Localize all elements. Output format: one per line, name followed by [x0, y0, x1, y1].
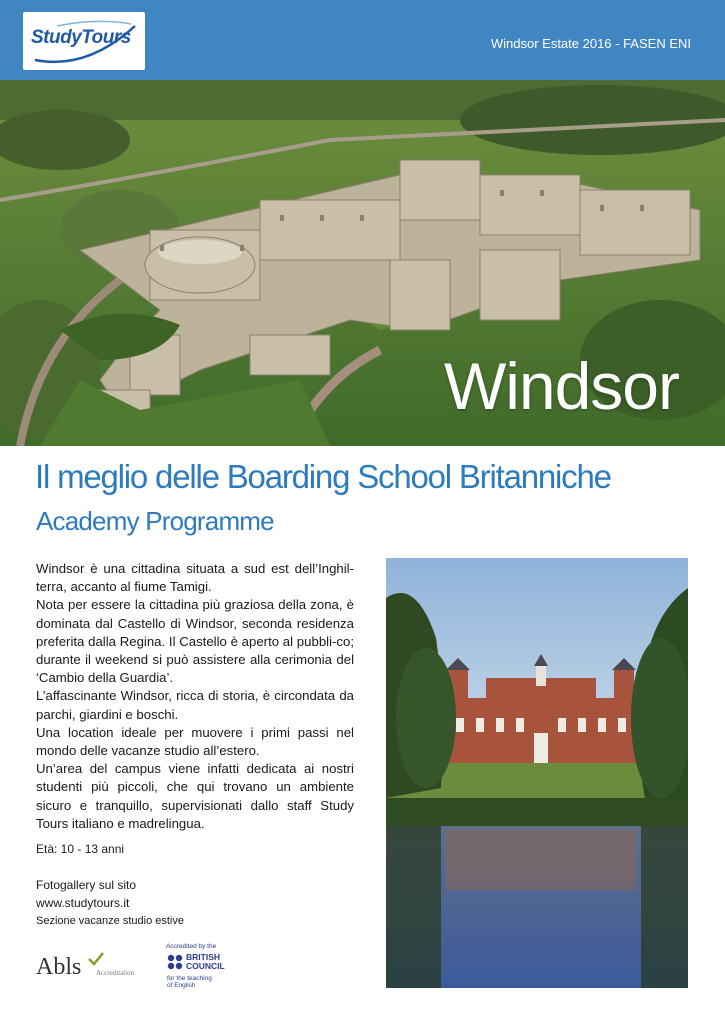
bc-name-line2: COUNCIL [186, 961, 225, 971]
body-paragraph: Un’area del campus viene infatti dedicata ai nostri studenti più piccoli, che qui trovano un ambiente sicuro e tranquillo, supervisionati dallo staff Study Tours italiano e madrelingua. [36, 761, 354, 831]
logo-text: StudyTours [31, 27, 131, 48]
body-paragraph: Windsor è una cittadina situata a sud est dell’Inghil-terra, accanto al fiume Tamigi. [36, 561, 354, 595]
bc-accredited-label: Accredited by the [166, 943, 217, 950]
gallery-section: Sezione vacanze studio estive [36, 915, 184, 927]
website-link[interactable]: www.studytours.it [36, 896, 130, 910]
studytours-logo[interactable] [23, 12, 145, 70]
main-title: Il meglio delle Boarding School Britanniche [35, 458, 611, 495]
british-council-dots-icon [167, 954, 185, 972]
bc-for-line2: of English [167, 982, 196, 989]
bc-for-line1: for the teaching [167, 975, 212, 982]
gallery-info [36, 876, 184, 930]
abls-logo [36, 952, 156, 982]
abls-accreditation-label: Accreditation [96, 969, 135, 977]
sub-title: Academy Programme [36, 506, 274, 536]
gallery-label: Fotogallery sul sito [36, 878, 137, 892]
bc-name [186, 953, 225, 971]
abls-logo-text: Abls [36, 954, 82, 980]
hero-castle-image [0, 80, 725, 446]
body-paragraph: L’affascinante Windsor, ricca di storia, è circondata da parchi, giardini e boschi. [36, 688, 354, 722]
age-range: Età: 10 - 13 anni [36, 842, 125, 856]
check-icon [88, 952, 104, 966]
body-paragraph: Nota per essere la cittadina più graziosa della zona, è dominata dal Castello di Windsor, seconda residenza preferita dalla Regina. Il Castello è aperto al pubbli-co; durante il weekend si può assistere alla cerimonia del ‘Cambio della Guardia’. [36, 597, 354, 686]
body-text [36, 560, 354, 833]
bc-name-line1: BRITISH [186, 952, 220, 962]
bc-for-label [167, 975, 212, 989]
header-bar [0, 0, 725, 80]
british-council-logo [166, 943, 246, 993]
school-building-photo [386, 558, 688, 988]
header-edition-label: Windsor Estate 2016 - FASEN ENI [490, 36, 691, 51]
hero-title: Windsor [443, 349, 679, 423]
body-paragraph: Una location ideale per muovere i primi passi nel mondo delle vacanze studio all’estero. [36, 724, 354, 759]
